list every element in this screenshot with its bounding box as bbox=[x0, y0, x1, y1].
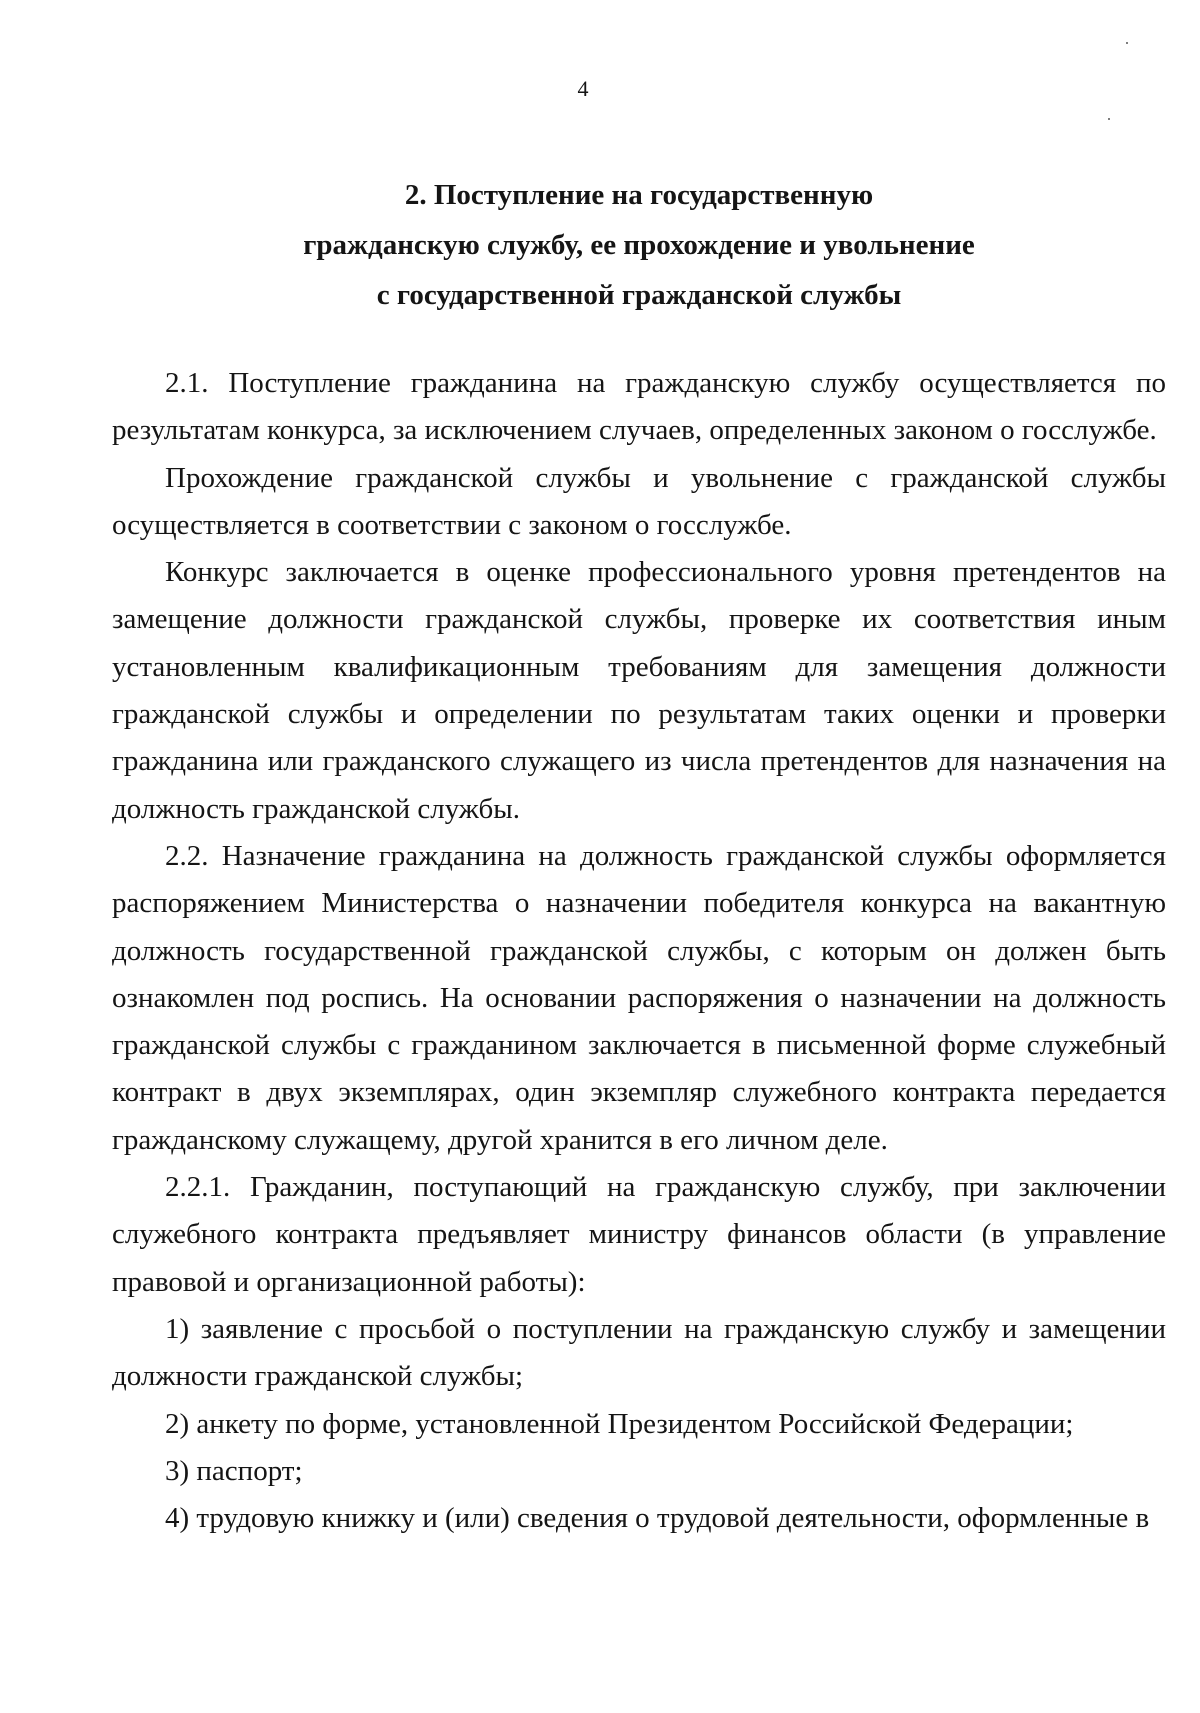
paragraph-service-passage: Прохождение гражданской службы и увольнение с гражданской службы осуществляется в соответствии с законом о госслужбе. bbox=[112, 461, 1166, 541]
page-number: 4 bbox=[577, 76, 589, 101]
list-item-2: 2) анкету по форме, установленной Президентом Российской Федерации; bbox=[165, 1407, 1074, 1440]
paragraph-2-1: 2.1. Поступление гражданина на гражданскую службу осуществляется по результатам конкурса, за исключением случаев, определенных законом о госслужбе. bbox=[112, 367, 1166, 447]
paragraph-2-2: 2.2. Назначение гражданина на должность гражданской службы оформляется распоряжением Министерства о назначении победителя конкурса на вакантную должность государственной гражданской службы, с которым он должен быть ознакомлен под роспись. На основании распоряжения о назначении на должность гражданской службы с гражданином заключается в письменной форме служебный контракт в двух экземплярах, один экземпляр служебного контракта передается гражданскому служащему, другой хранится в его личном деле. bbox=[112, 839, 1166, 1156]
scan-speck bbox=[1126, 42, 1128, 44]
list-item-3: 3) паспорт; bbox=[165, 1454, 303, 1487]
scan-speck bbox=[1108, 118, 1110, 120]
heading-line-2: гражданскую службу, ее прохождение и увольнение bbox=[303, 229, 975, 261]
heading-line-3: с государственной гражданской службы bbox=[376, 279, 902, 311]
document-body bbox=[112, 360, 1166, 1542]
list-item-1: 1) заявление с просьбой о поступлении на гражданскую службу и замещении должности гражданской службы; bbox=[112, 1312, 1166, 1393]
heading-line-1: 2. Поступление на государственную bbox=[404, 179, 874, 211]
section-heading bbox=[112, 170, 1166, 320]
list-item-4: 4) трудовую книжку и (или) сведения о трудовой деятельности, оформленные в bbox=[165, 1502, 1150, 1535]
paragraph-contest: Конкурс заключается в оценке профессионального уровня претендентов на замещение должности гражданской службы, проверке их соответствия иным установленным квалификационным требованиям для замещения должности гражданской службы и определении по результатам таких оценки и проверки гражданина или гражданского служащего из числа претендентов для назначения на должность гражданской службы. bbox=[112, 556, 1166, 825]
paragraph-2-2-1: 2.2.1. Гражданин, поступающий на гражданскую службу, при заключении служебного контракта предъявляет министру финансов области (в управление правовой и организационной работы): bbox=[112, 1171, 1166, 1298]
